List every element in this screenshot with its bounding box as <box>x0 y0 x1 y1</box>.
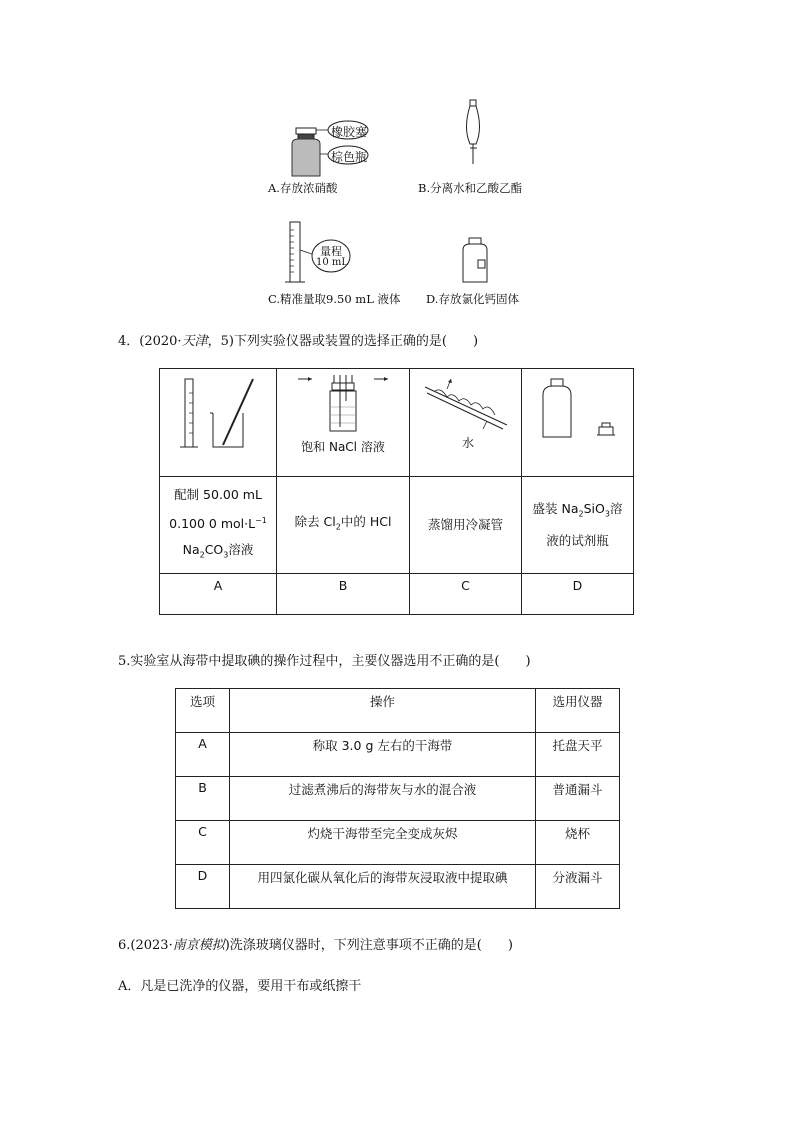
q4-desc-a-na: Na <box>182 541 200 557</box>
q4-image-row <box>160 369 634 477</box>
table-row <box>176 821 620 865</box>
q6-question-text: )洗涤玻璃仪器时，下列注意事项不正确的是( ) <box>224 938 513 953</box>
label-rubber-stopper: 橡胶塞 <box>331 125 368 139</box>
figure-d-reagent-bottle <box>458 236 498 286</box>
q4-source-place: 天津 <box>181 334 208 349</box>
q4-desc-a-sub2: 3 <box>223 550 229 560</box>
q4-desc-d-post: 溶 <box>609 501 623 517</box>
q5-header-row <box>176 689 620 733</box>
q4-number: 4．( <box>118 334 145 349</box>
q4-desc-b-pre: 除去 Cl <box>294 514 336 530</box>
q4-label-a: A <box>160 574 277 615</box>
q4-desc-d-sub1: 2 <box>578 509 584 519</box>
q4-desc-b-sub: 2 <box>335 522 341 532</box>
q4-desc-a-line2 <box>160 508 276 537</box>
table-row <box>176 733 620 777</box>
q4-desc-d-sio: SiO <box>583 501 605 517</box>
q4-desc-d-line1 <box>522 496 633 528</box>
label-brown-bottle: 棕色瓶 <box>331 150 368 164</box>
q5-option: C <box>176 821 230 865</box>
q4-desc-d-sub2: 3 <box>604 509 610 519</box>
q4-desc-a-solution: 溶液 <box>228 541 254 557</box>
q4-desc-a-line2-sup: −1 <box>255 515 267 525</box>
q5-header-operation: 操作 <box>230 689 536 733</box>
caption-a: A.存放浓硝酸 <box>268 181 338 195</box>
q5-header-instrument: 选用仪器 <box>536 689 620 733</box>
q4-desc-a <box>160 477 277 574</box>
caption-c: C.精准量取9.50 mL 液体 <box>268 292 401 306</box>
q5-option: B <box>176 777 230 821</box>
label-range-line2: 10 mL <box>316 257 349 268</box>
q5-header-option: 选项 <box>176 689 230 733</box>
q5-option: A <box>176 733 230 777</box>
q5-instrument: 普通漏斗 <box>536 777 620 821</box>
figure-b-separatory-funnel <box>455 98 495 178</box>
q4-desc-b <box>277 477 410 574</box>
caption-b: B.分离水和乙酸乙酯 <box>418 181 523 195</box>
caption-d: D.存放氯化钙固体 <box>426 292 519 306</box>
table-row <box>176 777 620 821</box>
q5-operation: 用四氯化碳从氧化后的海带灰浸取液中提取碘 <box>230 865 536 909</box>
q4-desc-c: 蒸馏用冷凝管 <box>410 477 522 574</box>
q4-desc-b-post: 中的 HCl <box>340 514 392 530</box>
q4-desc-a-line3 <box>160 537 276 569</box>
q4-label-b: B <box>277 574 410 615</box>
q5-operation: 灼烧干海带至完全变成灰烬 <box>230 821 536 865</box>
q4-desc-a-line2-text: 0.100 0 mol·L <box>169 515 256 531</box>
table-row <box>176 865 620 909</box>
q5-operation: 称取 3.0 g 左右的干海带 <box>230 733 536 777</box>
q6-question <box>118 934 513 953</box>
q5-instrument: 烧杯 <box>536 821 620 865</box>
q4-desc-d-pre: 盛装 Na <box>532 501 579 517</box>
q4-image-c <box>410 369 522 477</box>
q4-desc-a-line1: 配制 50.00 mL <box>174 486 262 502</box>
q4-label-d: D <box>522 574 634 615</box>
q5-question: 5.实验室从海带中提取碘的操作过程中，主要仪器选用不正确的是( ) <box>118 654 531 669</box>
q4-image-b <box>277 369 410 477</box>
q5-instrument: 分液漏斗 <box>536 865 620 909</box>
q6-option-a: A．凡是已洗净的仪器，要用干布或纸擦干 <box>118 979 362 994</box>
q4-description-row <box>160 477 634 574</box>
q6-number: 6.( <box>118 938 136 953</box>
q4-source-year: 2020· <box>144 334 182 349</box>
q5-instrument: 托盘天平 <box>536 733 620 777</box>
q4-b-image-label: 饱和 NaCl 溶液 <box>301 440 385 454</box>
q4-desc-a-sub1: 2 <box>199 550 205 560</box>
q4-label-c: C <box>410 574 522 615</box>
q4-desc-d <box>522 477 634 574</box>
q4-image-d <box>522 369 634 477</box>
q4-question-text: ，5)下列实验仪器或装置的选择正确的是( ) <box>207 334 479 349</box>
q4-image-a <box>160 369 277 477</box>
q4-question <box>118 330 478 349</box>
label-range-line1: 量程 <box>320 245 342 258</box>
q4-desc-d-line2: 液的试剂瓶 <box>546 532 609 548</box>
q6-source-place: 南京模拟 <box>172 938 225 953</box>
q4-c-image-label: 水 <box>462 436 475 450</box>
q4-desc-a-co: CO <box>204 541 224 557</box>
q5-operation: 过滤煮沸后的海带灰与水的混合液 <box>230 777 536 821</box>
q5-option: D <box>176 865 230 909</box>
q5-table <box>175 688 620 909</box>
q4-table <box>159 368 634 615</box>
q4-label-row <box>160 574 634 615</box>
q6-source-year: 2023· <box>135 938 173 953</box>
